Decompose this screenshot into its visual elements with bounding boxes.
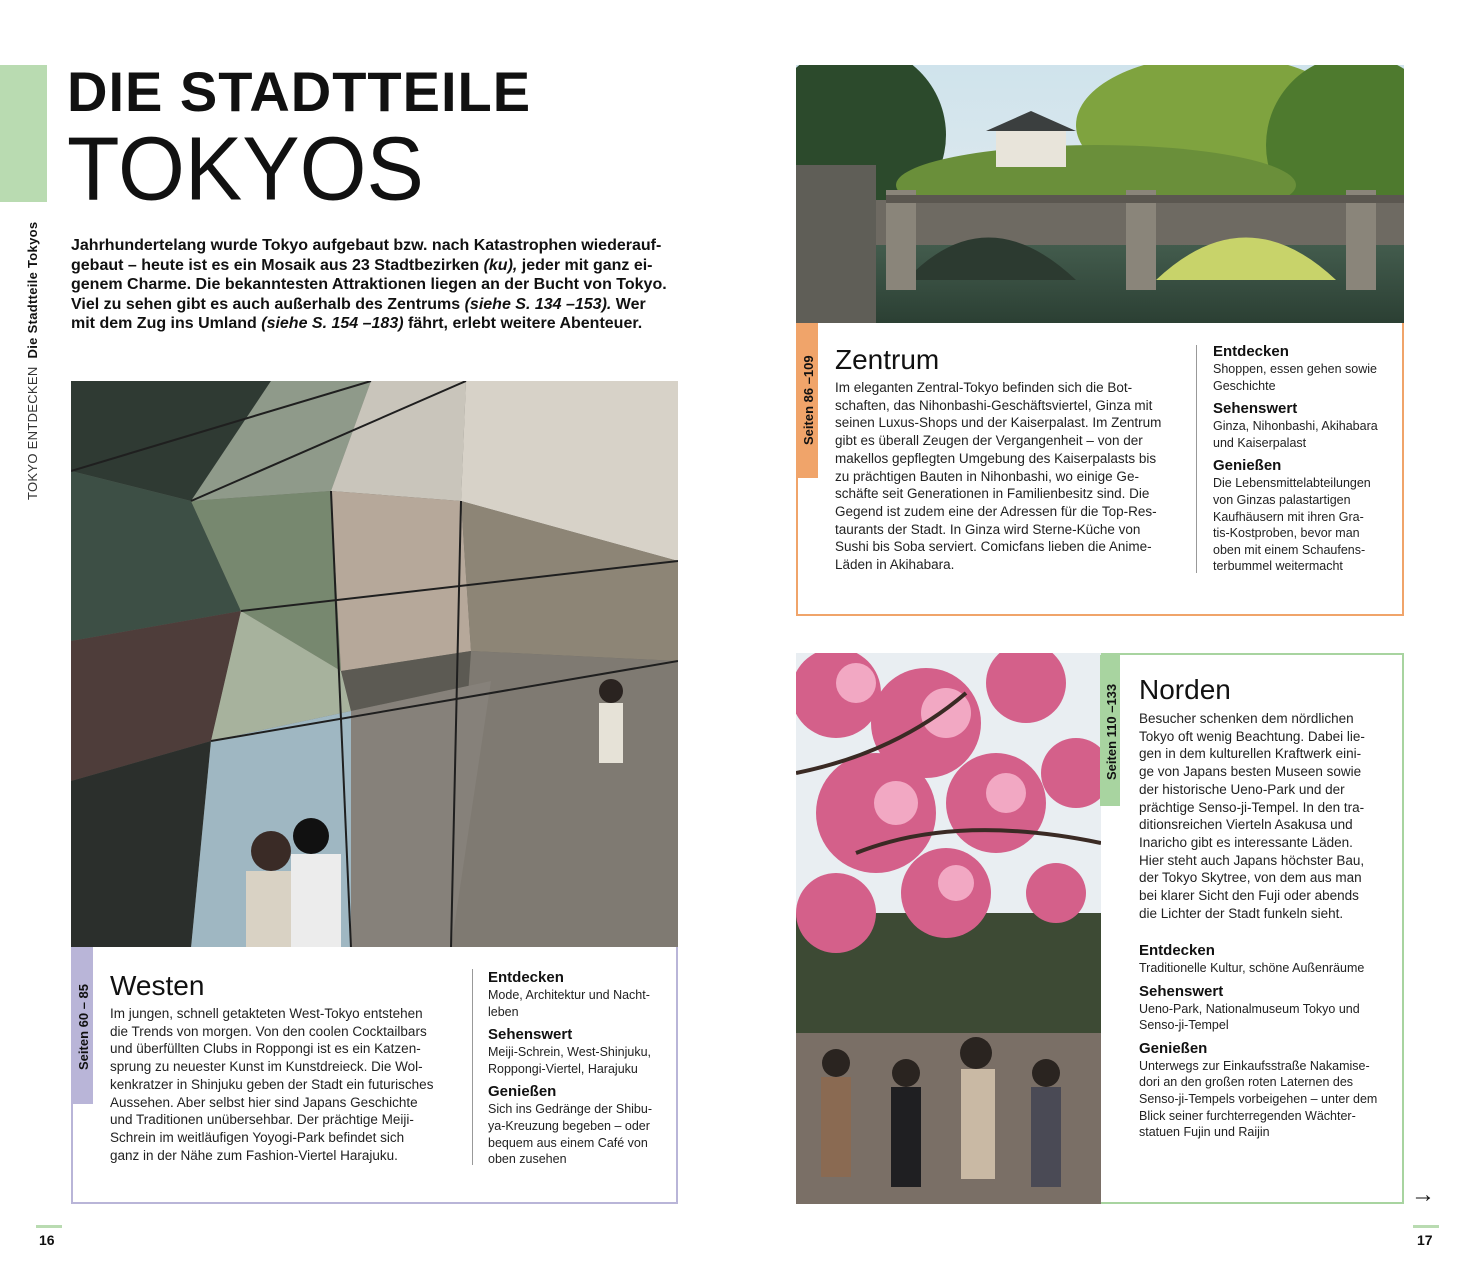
fact-heading: Genießen	[1213, 457, 1282, 475]
norden-text-line: Tokyo oft wenig Beachtung. Dabei lie-	[1139, 728, 1365, 744]
intro-line: fährt, erlebt weitere Abenteuer.	[403, 315, 643, 332]
fact-line: Mode, Architektur und Nacht-	[488, 988, 650, 1002]
intro-line: jeder mit ganz ei-	[517, 256, 653, 274]
zentrum-text-line: Sushi bis Soba serviert. Comicfans lieben die Anime-	[835, 539, 1152, 555]
intro-line: Jahrhundertelang wurde Tokyo aufgebaut bzw. nach Katastrophen wiederauf-	[71, 237, 662, 254]
fact-line: Geschichte	[1213, 378, 1276, 393]
fact-line: Sich ins Gedränge der Shibu-	[488, 1102, 652, 1117]
fact-line: terbummel weitermacht	[1213, 559, 1343, 574]
fact-line: oben mit einem Schaufens-	[1213, 542, 1366, 557]
fact-heading: Genießen	[488, 1083, 557, 1101]
zentrum-text-line: makellos gepflegten Umgebung des Kaiserpalasts bis	[835, 450, 1157, 466]
norden-text-line: Besucher schenken dem nördlichen	[1139, 711, 1354, 726]
zentrum-text-line: Im eleganten Zentral-Tokyo befinden sich die Bot-	[835, 380, 1133, 395]
westen-text-line: und Traditionen unübersehbar. Der prächtige Meiji-	[110, 1112, 414, 1128]
westen-title: Westen	[110, 970, 205, 1001]
norden-text-line: bei klarer Sicht den Fuji oder abends	[1139, 888, 1359, 904]
westen-text-line: Aussehen. Aber selbst hier sind Japans Geschichte	[110, 1094, 418, 1110]
running-header	[25, 210, 55, 500]
intro-ref: (siehe S. 134 –153).	[464, 295, 612, 313]
zentrum-divider	[1196, 345, 1197, 573]
zentrum-page-tab	[798, 323, 818, 478]
cherry-blossom-photo	[796, 653, 1101, 1204]
fact-heading: Entdecken	[488, 969, 564, 986]
page-number-left: 16	[39, 1232, 55, 1248]
intro-line: mit dem Zug ins Umland	[71, 315, 262, 332]
fact-line: Senso-ji-Tempels vorbeigehen – unter dem	[1139, 1091, 1378, 1106]
westen-text	[110, 1005, 460, 1164]
fact-line: leben	[488, 1004, 519, 1019]
next-page-arrow-icon[interactable]: →	[1411, 1181, 1435, 1208]
page-marker-bar	[1413, 1225, 1439, 1228]
fact-line: ya-Kreuzung begeben – oder	[488, 1118, 650, 1133]
zentrum-text-line: schaften, das Nihonbashi-Geschäftsviertel, Ginza mit	[835, 397, 1153, 413]
westen-text-line: kenkratzer in Shinjuku geben der Stadt ein futurisches	[110, 1076, 434, 1092]
fact-line: Ueno-Park, Nationalmuseum Tokyo und	[1139, 1001, 1360, 1016]
imperial-palace-bridge-photo	[796, 65, 1404, 324]
fact-line: Die Lebensmittelabteilungen	[1213, 476, 1371, 491]
fact-heading: Entdecken	[1139, 942, 1215, 959]
fact-line: Blick seiner furchterregenden Wächter-	[1139, 1108, 1356, 1123]
intro-paragraph	[71, 236, 681, 334]
fact-line: und Kaiserpalast	[1213, 435, 1307, 450]
westen-district-box	[71, 947, 678, 1204]
fact-line: Roppongi-Viertel, Harajuku	[488, 1061, 638, 1076]
westen-page-tab	[73, 947, 93, 1104]
norden-text-line: Inaricho gibt es interessante Läden.	[1139, 834, 1353, 850]
page-marker-bar	[36, 1225, 62, 1228]
norden-page-tab	[1100, 655, 1120, 806]
intro-line: Viel zu sehen gibt es auch außerhalb des Zentrums	[71, 295, 465, 313]
fact-line: von Ginzas palastartigen	[1213, 492, 1351, 507]
norden-text-line: der Tokyo Skytree, von dem aus man	[1139, 870, 1362, 886]
fact-line: Traditionelle Kultur, schöne Außenräume	[1139, 961, 1365, 975]
norden-text-line: Hier steht auch Japans höchster Bau,	[1139, 852, 1365, 868]
fact-line: Ginza, Nihonbashi, Akihabara	[1213, 419, 1378, 434]
westen-text-line: und überfüllten Clubs in Roppongi ist es ein Katzen-	[110, 1041, 421, 1057]
westen-page-range: Seiten 60 – 85	[76, 984, 91, 1070]
zentrum-text-line: Gegend ist zudem eine der Adressen für die Top-Res-	[835, 503, 1157, 519]
fact-line: Unterwegs zur Einkaufsstraße Nakamise-	[1139, 1058, 1370, 1073]
fact-heading: Sehenswert	[1213, 400, 1298, 418]
chapter-color-tab	[0, 65, 47, 202]
norden-facts	[1139, 942, 1394, 1147]
intro-line: Wer	[611, 295, 646, 313]
fact-line: bequem aus einem Café von	[488, 1135, 648, 1150]
fact-heading: Sehenswert	[1139, 982, 1224, 1000]
zentrum-title: Zentrum	[835, 344, 940, 375]
fact-line: Shoppen, essen gehen sowie	[1213, 362, 1378, 376]
norden-text	[1139, 710, 1389, 922]
fact-line: oben zusehen	[488, 1152, 567, 1167]
zentrum-text-line: taurants der Stadt. In Ginza wird Sterne-Küche von	[835, 521, 1141, 537]
section-label: TOKYO ENTDECKEN	[25, 366, 40, 500]
westen-text-line: sprung zu neuester Kunst im Kunstdreieck. Die Wol-	[110, 1059, 423, 1075]
zentrum-facts	[1213, 343, 1398, 581]
fact-line: dori an den großen roten Laternen des	[1139, 1075, 1354, 1090]
fact-line: tis-Kostproben, bevor man	[1213, 526, 1360, 541]
page-title-line2: TOKYOS	[67, 118, 424, 220]
zentrum-district-box	[796, 323, 1404, 616]
fact-line: Kaufhäusern mit ihren Gra-	[1213, 509, 1364, 524]
westen-divider	[472, 969, 473, 1165]
chapter-label: Die Stadtteile Tokyos	[25, 221, 40, 359]
norden-text-line: ditionsreichen Vierteln Asakusa und	[1139, 817, 1353, 833]
zentrum-text-line: Läden in Akihabara.	[835, 557, 955, 573]
intro-ref: (siehe S. 154 –183)	[261, 315, 404, 332]
intro-line: gebaut – heute ist es ein Mosaik aus 23 Stadtbezirken	[71, 256, 484, 274]
page-title-line1: DIE STADTTEILE	[67, 60, 532, 123]
west-tokyo-photo	[71, 381, 678, 948]
fact-heading: Entdecken	[1213, 343, 1289, 360]
norden-page-range: Seiten 110 –133	[1104, 683, 1119, 780]
westen-text-line: Schrein im weitläufigen Yoyogi-Park befindet sich	[110, 1129, 405, 1145]
norden-text-line: der historische Ueno-Park und der	[1139, 781, 1345, 797]
fact-heading: Genießen	[1139, 1039, 1208, 1057]
westen-text-line: Im jungen, schnell getakteten West-Tokyo entstehen	[110, 1006, 423, 1021]
intro-line: genem Charme. Die bekanntesten Attraktionen liegen an der Bucht von Tokyo.	[71, 276, 667, 293]
zentrum-text-line: zu prächtigen Bauten in Nihonbashi, wo einige Ge-	[835, 468, 1139, 484]
westen-text-line: die Trends von morgen. Von den coolen Cocktailbars	[110, 1023, 427, 1039]
fact-line: Senso-ji-Tempel	[1139, 1018, 1229, 1033]
westen-text-line: ganz in der Nähe zum Fashion-Viertel Harajuku.	[110, 1147, 398, 1163]
intro-ref: (ku),	[483, 256, 518, 274]
norden-text-line: die Lichter der Stadt funkeln sieht.	[1139, 905, 1344, 921]
norden-title: Norden	[1139, 674, 1231, 705]
zentrum-text-line: schäfte seit Generationen in Familienbesitz sind. Die	[835, 486, 1150, 502]
fact-line: Meiji-Schrein, West-Shinjuku,	[488, 1045, 652, 1060]
norden-text-line: prächtige Senso-ji-Tempel. In den tra-	[1139, 799, 1365, 815]
zentrum-page-range: Seiten 86 –109	[801, 355, 816, 445]
zentrum-text-line: seinen Luxus-Shops und der Kaiserpalast. Im Zentrum	[835, 415, 1162, 431]
page-number-right: 17	[1417, 1232, 1433, 1248]
fact-line: statuen Fujin und Raijin	[1139, 1125, 1270, 1140]
norden-text-line: ge von Japans besten Museen sowie	[1139, 764, 1362, 780]
fact-heading: Sehenswert	[488, 1026, 573, 1044]
zentrum-text	[835, 379, 1190, 574]
westen-facts	[488, 969, 673, 1174]
norden-text-line: gen in dem kulturellen Kraftwerk eini-	[1139, 746, 1362, 762]
zentrum-text-line: gibt es überall Zeugen der Vergangenheit – von der	[835, 433, 1143, 449]
